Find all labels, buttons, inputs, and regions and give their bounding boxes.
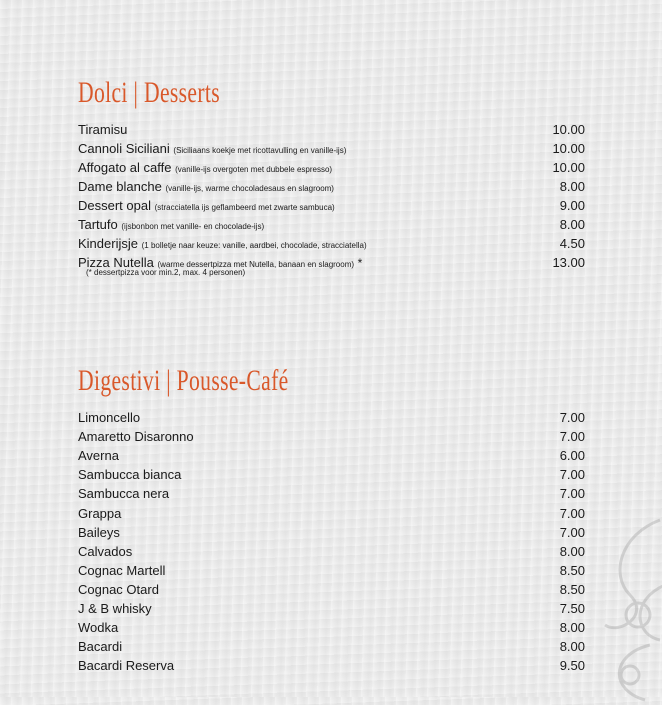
item-price: 8.00: [559, 639, 585, 655]
menu-item-row: [78, 486, 585, 504]
item-name: Bacardi Reserva: [78, 658, 175, 674]
menu-item-row: [78, 179, 585, 197]
digestivi-section: [78, 364, 585, 674]
item-description: (Siciliaans koekje met ricottavulling en vanille-ijs): [173, 146, 347, 155]
menu-item-row: [78, 506, 585, 524]
menu-item-row: [78, 122, 585, 140]
item-description: (vanille-ijs, warme chocoladesaus en slagroom): [165, 184, 334, 193]
desserts-section: [78, 76, 585, 277]
menu-item-row: [78, 620, 585, 638]
menu-item-row: [78, 544, 585, 562]
item-name: Limoncello: [78, 410, 141, 425]
item-name: Sambucca nera: [78, 486, 170, 502]
item-description: (1 bolletje naar keuze: vanille, aardbei, chocolade, stracciatella): [141, 241, 367, 250]
item-price: 9.50: [559, 658, 585, 674]
menu-item-row: [78, 429, 585, 447]
item-name: Cognac Otard: [78, 581, 159, 597]
item-name: Amaretto Disaronno: [78, 429, 194, 445]
menu-item-row: [78, 467, 585, 485]
item-price: 7.50: [559, 601, 585, 616]
menu-item-row: [78, 582, 585, 600]
item-price: 7.00: [559, 505, 585, 521]
item-price: 10.00: [552, 122, 585, 137]
item-name: Averna: [78, 448, 119, 464]
digestivi-title: Digestivi | Pousse-Café: [78, 364, 289, 397]
menu-item: [78, 122, 127, 137]
item-price: 13.00: [552, 255, 585, 270]
item-description: (warme dessertpizza met Nutella, banaan en slagroom): [157, 260, 355, 269]
menu-item-row: [78, 217, 585, 235]
menu-item: [78, 160, 332, 175]
menu-item: [78, 179, 334, 194]
menu-item-row: [78, 448, 585, 466]
item-price: 10.00: [552, 141, 585, 156]
item-description: (ijsbonbon met vanille- en chocolade-ijs): [121, 222, 265, 231]
item-price: 8.00: [559, 179, 585, 194]
item-name: Wodka: [78, 620, 119, 636]
item-description: (vanille-ijs overgoten met dubbele espresso): [175, 165, 333, 174]
item-name: Sambucca bianca: [78, 467, 182, 483]
item-price: 10.00: [552, 160, 585, 175]
item-price: 9.00: [559, 198, 585, 213]
menu-item-row: [78, 563, 585, 581]
item-price: 4.50: [559, 236, 585, 251]
item-name: Grappa: [78, 505, 122, 521]
item-name: Bacardi: [78, 639, 123, 655]
menu-item-row: [78, 601, 585, 619]
item-price: 8.50: [559, 581, 585, 597]
item-name: Pizza Nutella: [78, 255, 154, 270]
item-name: Tiramisu: [78, 122, 128, 137]
menu-item: [78, 198, 335, 213]
item-price: 8.00: [559, 620, 585, 636]
item-price: 7.00: [559, 467, 585, 483]
item-price: 7.00: [559, 486, 585, 502]
item-price: 8.50: [559, 562, 585, 578]
menu-item-row: [78, 525, 585, 543]
item-price: 7.00: [559, 429, 585, 445]
item-name: Baileys: [78, 524, 120, 540]
item-asterisk: *: [357, 256, 363, 270]
dessert-note: (* dessertpizza voor min.2, max. 4 personen): [86, 268, 246, 277]
menu-item: [78, 217, 264, 232]
item-name: Cognac Martell: [78, 562, 166, 578]
menu-item-row: [78, 141, 585, 159]
menu-item-row: [78, 639, 585, 657]
item-name: Tartufo: [78, 217, 118, 232]
item-price: 8.00: [559, 217, 585, 232]
item-description: (stracciatella ijs geflambeerd met zwarte sambuca): [154, 203, 335, 212]
desserts-title: Dolci | Desserts: [78, 76, 221, 109]
menu-item-row: [78, 198, 585, 216]
item-price: 6.00: [559, 448, 585, 464]
decorative-swirl-icon: [590, 515, 662, 705]
menu-item-row: [78, 160, 585, 178]
menu-item-row: [78, 236, 585, 254]
item-name: Calvados: [78, 543, 133, 559]
item-name: Affogato al caffe: [78, 160, 172, 175]
item-name: Kinderijsje: [78, 236, 138, 251]
item-price: 8.00: [559, 543, 585, 559]
item-price: 7.00: [559, 524, 585, 540]
item-name: Dame blanche: [78, 179, 162, 194]
item-name: Cannoli Siciliani: [78, 141, 170, 156]
item-name: Dessert opal: [78, 198, 151, 213]
menu-item: [78, 141, 346, 156]
menu-item-row: [78, 410, 585, 428]
menu-item-row: [78, 658, 585, 676]
item-price: 7.00: [559, 410, 585, 425]
item-name: J & B whisky: [78, 601, 152, 616]
menu-item: [78, 236, 367, 251]
